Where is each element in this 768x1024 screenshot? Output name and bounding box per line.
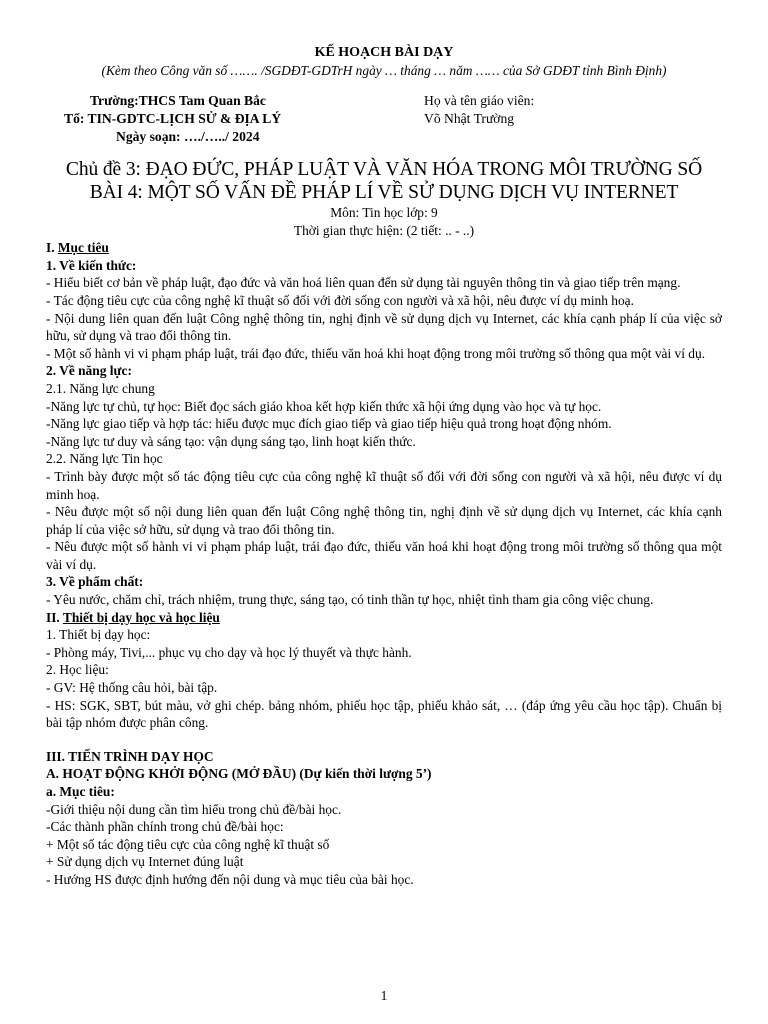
section-2-title: Thiết bị dạy học và học liệu [62, 609, 220, 625]
list-item: -Năng lực tư duy và sáng tạo: vận dụng sáng tạo, linh hoạt kiến thức. [46, 433, 416, 449]
knowledge-heading: 1. Về kiến thức: [46, 257, 137, 273]
section-1-prefix: I. [46, 240, 58, 256]
section-2-heading [46, 609, 722, 627]
department-name: Tổ: TIN-GDTC-LỊCH SỬ & ĐỊA LÝ [64, 111, 282, 126]
activity-heading: A. HOẠT ĐỘNG KHỞI ĐỘNG (MỞ ĐẦU) (Dự kiến thời lượng 5’) [46, 766, 432, 782]
list-item: -Năng lực tự chủ, tự học: Biết đọc sách giáo khoa kết hợp kiến thức xã hội ứng dụng vào học và tự học. [46, 398, 602, 414]
list-item: - Tác động tiêu cực của công nghệ kĩ thuật số đối với đời sống con người và xã hội, nêu được ví dụ minh hoạ. [46, 292, 634, 308]
teacher-label: Họ và tên giáo viên: [424, 93, 535, 108]
list-item: + Một số tác động tiêu cực của công nghệ kĩ thuật số [46, 836, 330, 852]
quality-list [46, 591, 722, 609]
list-item: - GV: Hệ thống câu hỏi, bài tập. [46, 680, 218, 696]
section-3-heading: III. TIẾN TRÌNH DẠY HỌC [46, 748, 214, 764]
equipment-list [46, 644, 722, 662]
section-1-title: Mục tiêu [57, 240, 109, 256]
topic-title [46, 158, 722, 204]
subject-line: Môn: Tin học lớp: 9 [330, 205, 438, 220]
list-item: - Hiểu biết cơ bản về pháp luật, đạo đức và văn hoá liên quan đến sử dụng tài nguyên thông tin và giao tiếp trên mạng. [46, 275, 681, 291]
section-1-heading [46, 239, 722, 257]
equipment-heading: 1. Thiết bị dạy học: [46, 627, 151, 643]
list-item: + Sử dụng dịch vụ Internet đúng luật [46, 854, 244, 870]
document-title: KẾ HOẠCH BÀI DẠY [314, 45, 454, 60]
competence-heading: 2. Về năng lực: [46, 363, 132, 379]
list-item: -Năng lực giao tiếp và hợp tác: hiểu được mục đích giao tiếp và giao tiếp hiệu quả trong hoạt động nhóm. [46, 416, 612, 432]
list-item: - Nêu được một số hành vi vi phạm pháp luật, trái đạo đức, thiếu văn hoá khi hoạt động trong môi trường số thông qua một vài ví dụ. [46, 539, 722, 572]
time-line: Thời gian thực hiện: (2 tiết: .. - ..) [293, 222, 475, 238]
list-item: - Trình bày được một số tác động tiêu cực của công nghệ kĩ thuật số đối với đời sống con người và xã hội, nêu được ví dụ minh hoạ. [46, 468, 722, 502]
general-competence-heading: 2.1. Năng lực chung [46, 380, 155, 396]
list-item: -Các thành phần chính trong chủ đề/bài học: [46, 819, 284, 835]
it-competence-heading: 2.2. Năng lực Tin học [46, 451, 163, 467]
list-item: - Nội dung liên quan đến luật Công nghệ thông tin, nghị định về sử dụng dịch vụ Internet, các khía cạnh pháp lí của việc sở hữu, sử dụng và trao đổi thông tin. [46, 310, 722, 344]
quality-heading: 3. Về phẩm chất: [46, 574, 144, 590]
teacher-info [406, 92, 534, 146]
goal-list [46, 801, 722, 889]
prepared-date: Ngày soạn: …./…../ 2024 [116, 129, 260, 144]
section-2-prefix: II. [46, 609, 63, 625]
list-item: - Hướng HS được định hướng đến nội dung và mục tiêu của bài học. [46, 871, 414, 887]
page-number: 1 [380, 988, 388, 1003]
it-competence-list [46, 468, 722, 574]
list-item: - Nêu được một số nội dung liên quan đến luật Công nghệ thông tin, nghị định về sử dụng dịch vụ Internet, các khía cạnh pháp lí của việc sở hữu, sử dụng và trao đổi thông tin. [46, 504, 722, 537]
school-info [46, 92, 406, 146]
info-block [46, 92, 722, 146]
list-item: -Giới thiệu nội dung cần tìm hiểu trong chủ đề/bài học. [46, 801, 342, 817]
document-page [46, 44, 722, 889]
materials-list [46, 679, 722, 732]
topic-line: Chủ đề 3: ĐẠO ĐỨC, PHÁP LUẬT VÀ VĂN HÓA TRONG MÔI TRƯỜNG SỐ [65, 159, 703, 180]
lesson-line: BÀI 4: MỘT SỐ VẤN ĐỀ PHÁP LÍ VỀ SỬ DỤNG DỊCH VỤ INTERNET [89, 182, 679, 203]
goal-heading: a. Mục tiêu: [46, 784, 115, 799]
list-item: - Một số hành vi vi phạm pháp luật, trái đạo đức, thiếu văn hoá khi hoạt động trong môi trường số thông qua một vài ví dụ. [46, 345, 706, 361]
materials-heading: 2. Học liệu: [46, 662, 109, 678]
school-name: Trường:THCS Tam Quan Bắc [90, 93, 266, 108]
document-subtitle: (Kèm theo Công văn số ……. /SGDĐT-GDTrH ngày … tháng … năm …… của Sở GDĐT tỉnh Bình Định) [101, 63, 667, 78]
knowledge-list [46, 274, 722, 362]
list-item: - HS: SGK, SBT, bút màu, vở ghi chép. bảng nhóm, phiếu học tập, phiếu khảo sát, … (đáp ứng yêu cầu học tập). Chuẩn bị bài tập nhóm được phân công. [46, 697, 722, 731]
list-item: - Yêu nước, chăm chỉ, trách nhiệm, trung thực, sáng tạo, có tinh thần tự học, nhiệt tình tham gia công việc chung. [46, 592, 654, 608]
teacher-name: Võ Nhật Trường [424, 111, 515, 126]
general-competence-list [46, 398, 722, 451]
list-item: - Phòng máy, Tivi,... phục vụ cho dạy và học lý thuyết và thực hành. [46, 644, 412, 660]
